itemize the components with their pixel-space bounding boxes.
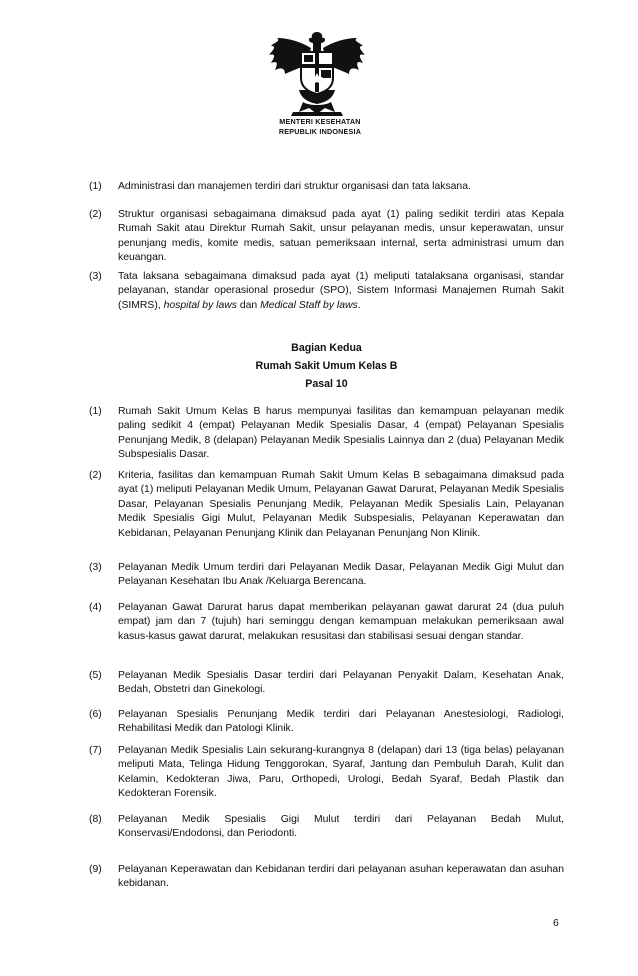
paragraph-text: Pelayanan Medik Spesialis Dasar terdiri dari Pelayanan Penyakit Dalam, Kesehatan Anak, Bedah, Obstetri dan Ginekologi. <box>118 670 564 696</box>
paragraph-text: Pelayanan Gawat Darurat harus dapat memberikan pelayanan gawat darurat 24 (dua puluh empat) jam dan 7 (tujuh) hari seminggu dengan kemampuan melakukan pemeriksaan awal kasus-kasus gawat darurat, melakukan resusitasi dan stabilisasi sesuai dengan standar. <box>118 602 564 642</box>
paragraph-text: Kriteria, fasilitas dan kemampuan Rumah Sakit Umum Kelas B sebagaimana dimaksud pada ayat (1) meliputi Pelayanan Medik Umum, Pelayanan Gawat Darurat, Pelayanan Medik Spesialis Dasar, Pelayanan Spesialis Penunjang Medik, Pelayanan Medik Spesialis Lain, Pelayanan Medik Spesialis Gigi Mulut, Pelayanan Medik Subspesialis, Pelayanan Keperawatan dan Kebidanan, Pelayanan Penunjang Klinik dan Pelayanan Penunjang Non Klinik. <box>118 470 564 539</box>
part-heading: Bagian Kedua <box>291 342 362 354</box>
paragraph-number: (2) <box>89 470 102 481</box>
paragraph-number: (7) <box>89 745 102 756</box>
paragraph-text: Pelayanan Keperawatan dan Kebidanan terdiri dari pelayanan asuhan keperawatan dan asuhan kebidanan. <box>118 864 564 890</box>
text-span: Tata laksana sebagaimana dimaksud pada ayat (1) meliputi tatalaksana organisasi, standar pelayanan, standar operasional prosedur (SPO), Sistem Informasi Manajemen Rumah Sakit (SIMRS), <box>118 271 564 311</box>
paragraph-number: (6) <box>89 709 102 720</box>
italic-term: hospital by laws <box>163 299 237 311</box>
paragraph-number: (3) <box>89 562 102 573</box>
paragraph-text: Administrasi dan manajemen terdiri dari struktur organisasi dan tata laksana. <box>118 181 471 192</box>
italic-term: Medical Staff by laws <box>260 299 358 311</box>
paragraph-text: Pelayanan Spesialis Penunjang Medik terdiri dari Pelayanan Anestesiologi, Radiologi, Rehabilitasi Medik dan Patologi Klinik. <box>118 709 564 735</box>
section-title: Rumah Sakit Umum Kelas B <box>255 360 398 372</box>
paragraph-number: (2) <box>89 209 102 220</box>
ministry-line-2: REPUBLIK INDONESIA <box>278 126 362 136</box>
paragraph-number: (4) <box>89 602 102 613</box>
paragraph-number: (5) <box>89 670 102 681</box>
article-heading: Pasal 10 <box>305 378 348 390</box>
paragraph-text <box>118 270 564 313</box>
ministry-line-1: MENTERI KESEHATAN <box>279 117 361 126</box>
paragraph-text: Pelayanan Medik Spesialis Gigi Mulut terdiri dari Pelayanan Bedah Mulut, Konservasi/Endodonsi, dan Periodonti. <box>118 814 564 840</box>
paragraph-number: (8) <box>89 814 102 825</box>
paragraph-text: Pelayanan Medik Umum terdiri dari Pelayanan Medik Dasar, Pelayanan Medik Gigi Mulut dan Pelayanan Kesehatan Ibu Anak /Keluarga Berencana. <box>118 562 564 588</box>
paragraph-number: (9) <box>89 864 102 875</box>
text-span: dan <box>236 299 261 311</box>
paragraph-number: (1) <box>89 406 102 417</box>
paragraph-text: Rumah Sakit Umum Kelas B harus mempunyai fasilitas dan kemampuan pelayanan medik paling sedikit 4 (empat) Pelayanan Medik Spesialis Dasar, 4 (empat) Pelayanan Spesialis Penunjang Medik, 8 (delapan) Pelayanan Medik Spesialis Lainnya dan 2 (dua) Pelayanan Medik Subspesialis Dasar. <box>118 406 564 461</box>
paragraph-text: Pelayanan Medik Spesialis Lain sekurang-kurangnya 8 (delapan) dari 13 (tiga belas) pelayanan meliputi Mata, Telinga Hidung Tenggorokan, Syaraf, Jantung dan Pembuluh Darah, Kulit dan Kelamin, Kedokteran Jiwa, Paru, Orthopedi, Urologi, Bedah Syaraf, Bedah Plastik dan Kedokteran Forensik. <box>118 745 564 800</box>
paragraph-number: (1) <box>89 181 102 192</box>
garuda-pancasila-emblem-icon <box>263 28 371 118</box>
paragraph-number: (3) <box>89 271 102 282</box>
text-span: . <box>357 299 361 311</box>
paragraph-text: Struktur organisasi sebagaimana dimaksud pada ayat (1) paling sedikit terdiri atas Kepala Rumah Sakit atau Direktur Rumah Sakit, unsur pelayanan medis, unsur keperawatan, unsur penunjang medis, komite medis, satuan pemeriksaan internal, serta administrasi umum dan keuangan. <box>118 209 564 264</box>
ministry-title <box>250 117 390 136</box>
page-number: 6 <box>553 917 559 929</box>
